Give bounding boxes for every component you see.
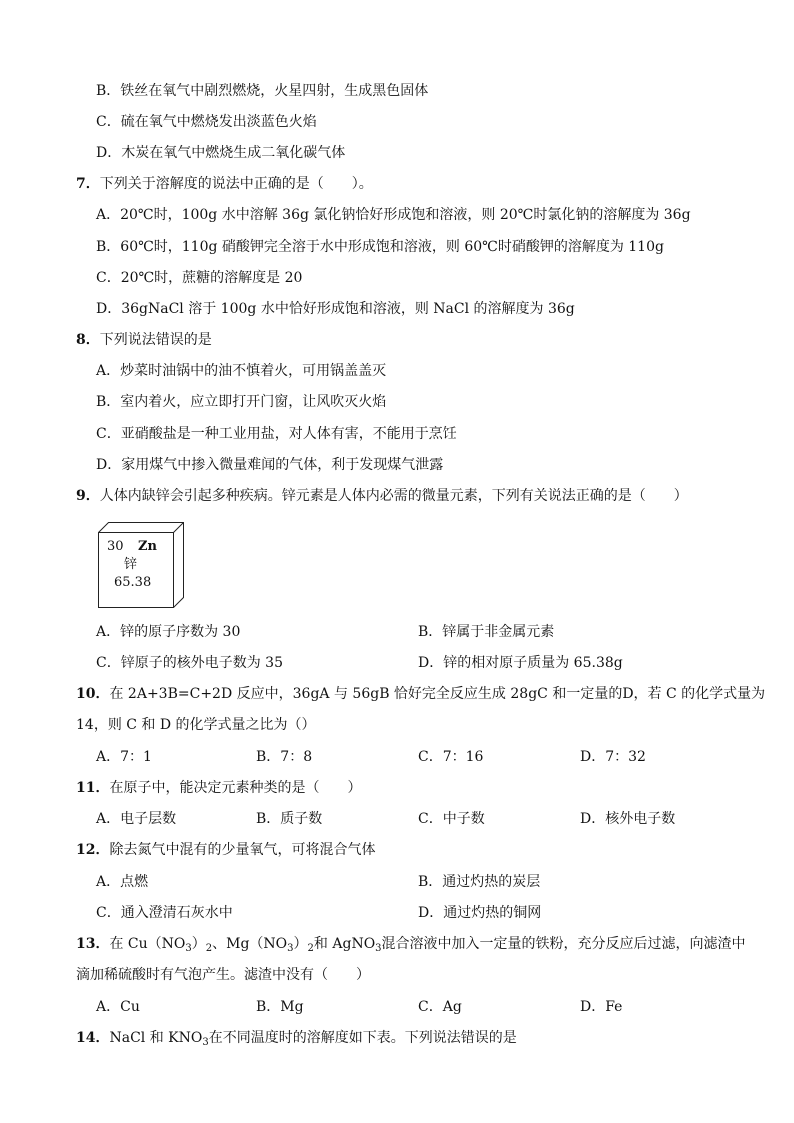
q13-number: 13． xyxy=(76,936,110,952)
q13-option-b: B．Mg xyxy=(256,999,304,1015)
q8-text: 下列说法错误的是 xyxy=(99,332,212,348)
q11-option-a: A．电子层数 xyxy=(96,811,177,827)
q12-stem xyxy=(76,840,375,860)
element-name: 锌 xyxy=(124,557,138,572)
q9-option-b: B．锌属于非金属元素 xyxy=(418,624,555,640)
q8-option-c: C．亚硝酸盐是一种工业用盐，对人体有害，不能用于烹饪 xyxy=(96,426,457,442)
q9-option-c: C．锌原子的核外电子数为 35 xyxy=(96,655,283,671)
q13-text-e: 和 AgNO xyxy=(313,936,376,952)
q14-text-b: 在不同温度时的溶解度如下表。下列说法错误的是 xyxy=(208,1030,517,1046)
q6-option-c: C．硫在氧气中燃烧发出淡蓝色火焰 xyxy=(96,114,317,130)
q13-text-a: 在 Cu（NO xyxy=(109,936,186,952)
q10-option-c: C．7：16 xyxy=(418,749,484,765)
element-atomic-mass: 65.38 xyxy=(114,575,152,590)
q12-number: 12． xyxy=(76,842,110,858)
q12-text: 除去氮气中混有的少量氧气，可将混合气体 xyxy=(109,842,376,858)
q6-option-d: D．木炭在氧气中燃烧生成二氧化碳气体 xyxy=(96,145,346,161)
q7-option-c: C．20℃时，蔗糖的溶解度是 20 xyxy=(96,270,303,286)
q10-number: 10． xyxy=(76,686,110,702)
q9-text: 人体内缺锌会引起多种疾病。锌元素是人体内必需的微量元素，下列有关说法正确的是（ ） xyxy=(99,488,688,504)
q11-text: 在原子中，能决定元素种类的是（ ） xyxy=(109,780,362,796)
q10-stem-line2: 14，则 C 和 D 的化学式量之比为（） xyxy=(76,717,316,733)
q7-stem xyxy=(76,174,373,194)
q10-option-b: B．7：8 xyxy=(256,749,313,765)
q13-text-c: 、Mg（NO xyxy=(212,936,288,952)
q13-option-d: D．Fe xyxy=(580,999,623,1015)
periodic-element-card xyxy=(98,522,184,608)
q10-stem-line1 xyxy=(76,684,765,704)
q13-subscript: 2 xyxy=(205,943,213,954)
q13-subscript: 2 xyxy=(307,943,314,954)
q13-option-a: A．Cu xyxy=(96,999,140,1015)
q13-stem-line1 xyxy=(76,934,746,959)
q7-option-b: B．60℃时，110g 硝酸钾完全溶于水中形成饱和溶液，则 60℃时硝酸钾的溶解度为 110g xyxy=(96,239,664,255)
q10-option-a: A．7：1 xyxy=(96,749,152,765)
q9-option-d: D．锌的相对原子质量为 65.38g xyxy=(418,655,623,671)
q11-option-d: D．核外电子数 xyxy=(580,811,676,827)
q13-text-f: 混合溶液中加入一定量的铁粉，充分反应后过滤，向滤渣中 xyxy=(381,936,746,952)
q13-subscript: 3 xyxy=(287,943,294,954)
q14-stem xyxy=(76,1028,517,1053)
q11-number: 11． xyxy=(76,780,110,796)
q7-number: 7． xyxy=(76,176,100,192)
q11-option-b: B．质子数 xyxy=(256,811,323,827)
q10-text: 在 2A+3B=C+2D 反应中，36gA 与 56gB 恰好完全反应生成 28gC 和一定量的D，若 C 的化学式量为 xyxy=(109,686,766,702)
q6-option-b: B．铁丝在氧气中剧烈燃烧，火星四射，生成黑色固体 xyxy=(96,83,429,99)
q7-option-a: A．20℃时，100g 水中溶解 36g 氯化钠恰好形成饱和溶液，则 20℃时氯化钠的溶解度为 36g xyxy=(96,207,691,223)
q8-option-a: A．炒菜时油锅中的油不慎着火，可用锅盖盖灭 xyxy=(96,363,387,379)
q12-option-d: D．通过灼热的铜网 xyxy=(418,905,542,921)
q11-option-c: C．中子数 xyxy=(418,811,485,827)
q8-number: 8． xyxy=(76,332,100,348)
q12-option-a: A．点燃 xyxy=(96,874,149,890)
element-atomic-number: 30 xyxy=(107,539,124,554)
q13-stem-line2: 滴加稀硫酸时有气泡产生。滤渣中没有（ ） xyxy=(76,967,370,983)
element-symbol: Zn xyxy=(138,539,157,554)
q8-option-b: B．室内着火，应立即打开门窗，让风吹灭火焰 xyxy=(96,394,387,410)
q9-option-a: A．锌的原子序数为 30 xyxy=(96,624,241,640)
q13-text-b: ） xyxy=(191,936,206,952)
q7-option-d: D．36gNaCl 溶于 100g 水中恰好形成饱和溶液，则 NaCl 的溶解度为 36g xyxy=(96,301,575,317)
q11-stem xyxy=(76,778,361,798)
q13-subscript: 3 xyxy=(185,943,192,954)
q8-stem xyxy=(76,330,212,350)
q12-option-b: B．通过灼热的炭层 xyxy=(418,874,541,890)
q8-option-d: D．家用煤气中掺入微量难闻的气体，利于发现煤气泄露 xyxy=(96,457,444,473)
q13-text-d: ） xyxy=(293,936,308,952)
q9-stem xyxy=(76,486,688,506)
q14-text-a: NaCl 和 KNO xyxy=(109,1030,203,1046)
q10-option-d: D．7：32 xyxy=(580,749,646,765)
q13-option-c: C．Ag xyxy=(418,999,462,1015)
q14-subscript: 3 xyxy=(202,1037,209,1048)
element-card-frame xyxy=(98,522,186,610)
q13-subscript: 3 xyxy=(375,943,382,954)
q14-number: 14． xyxy=(76,1030,110,1046)
q9-number: 9． xyxy=(76,488,100,504)
q7-text: 下列关于溶解度的说法中正确的是（ ）。 xyxy=(99,176,373,192)
q12-option-c: C．通入澄清石灰水中 xyxy=(96,905,233,921)
